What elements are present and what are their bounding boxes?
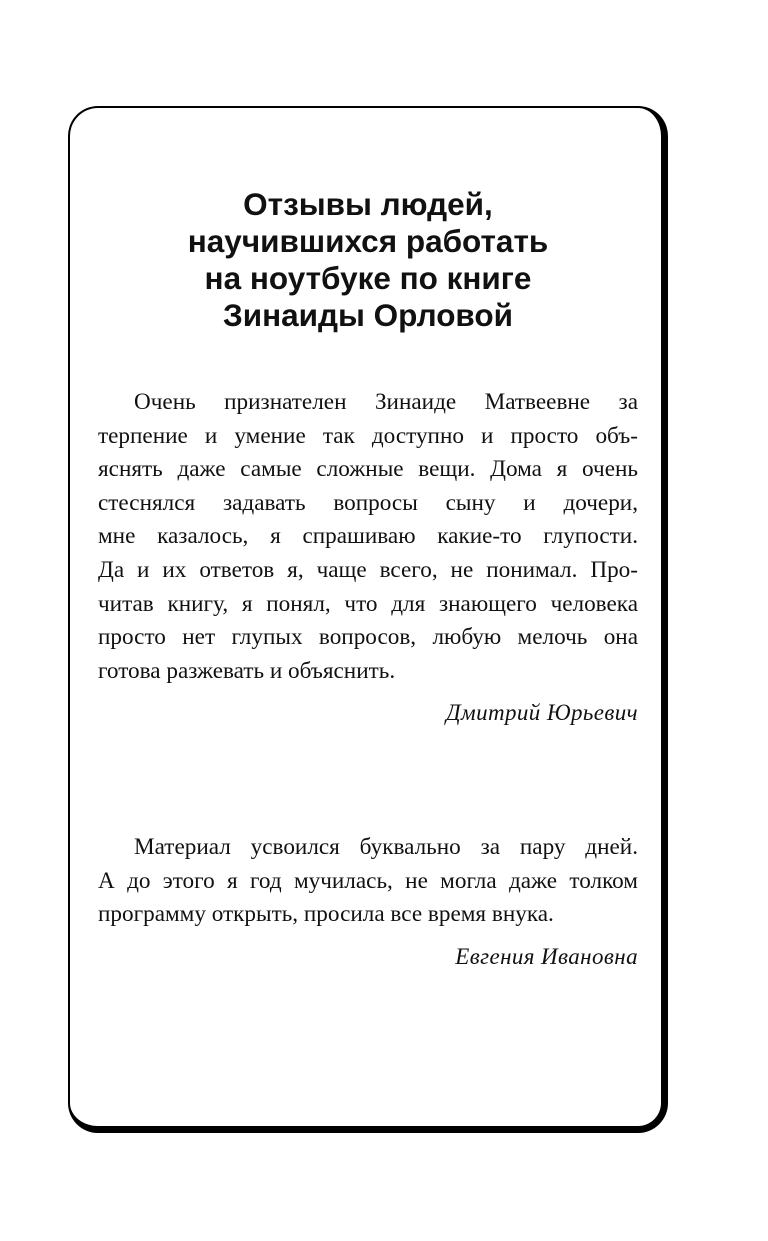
text-line: А до этого я год мучилась, не могла даже толком [98, 867, 638, 894]
title-line: научившихся работать [187, 223, 549, 259]
text-line: просто нет глупых вопросов, любую мелочь она [98, 624, 638, 651]
review-2-text [98, 831, 638, 932]
review-1-text [98, 386, 638, 688]
text-line: читав книгу, я понял, что для знающего человека [98, 590, 638, 617]
text-line: Материал усвоился буквально за пару дней. [134, 834, 638, 860]
text-line: Очень признателен Зинаиде Матвеевне за [134, 389, 638, 415]
title-line: Отзывы людей, [243, 186, 493, 222]
text-line: Да и их ответов я, чаще всего, не понимал. Про- [98, 556, 638, 583]
text-line: мне казалось, я спрашиваю какие-то глупости. [98, 523, 638, 550]
title-line: на ноутбуке по книге [204, 260, 532, 296]
page-title [68, 186, 668, 334]
text-line: стеснялся задавать вопросы сыну и дочери, [98, 489, 638, 516]
text-line: яснять даже самые сложные вещи. Дома я очень [98, 456, 638, 483]
text-line: терпение и умение так доступно и просто объ- [98, 422, 638, 449]
review-1-author: Дмитрий Юрьевич [445, 700, 638, 725]
text-line: готова разжевать и объяснить. [98, 657, 396, 684]
review-2-author: Евгения Ивановна [455, 944, 638, 969]
title-line: Зинаиды Орловой [222, 297, 513, 333]
text-line: программу открыть, просила все время внука. [98, 901, 554, 928]
